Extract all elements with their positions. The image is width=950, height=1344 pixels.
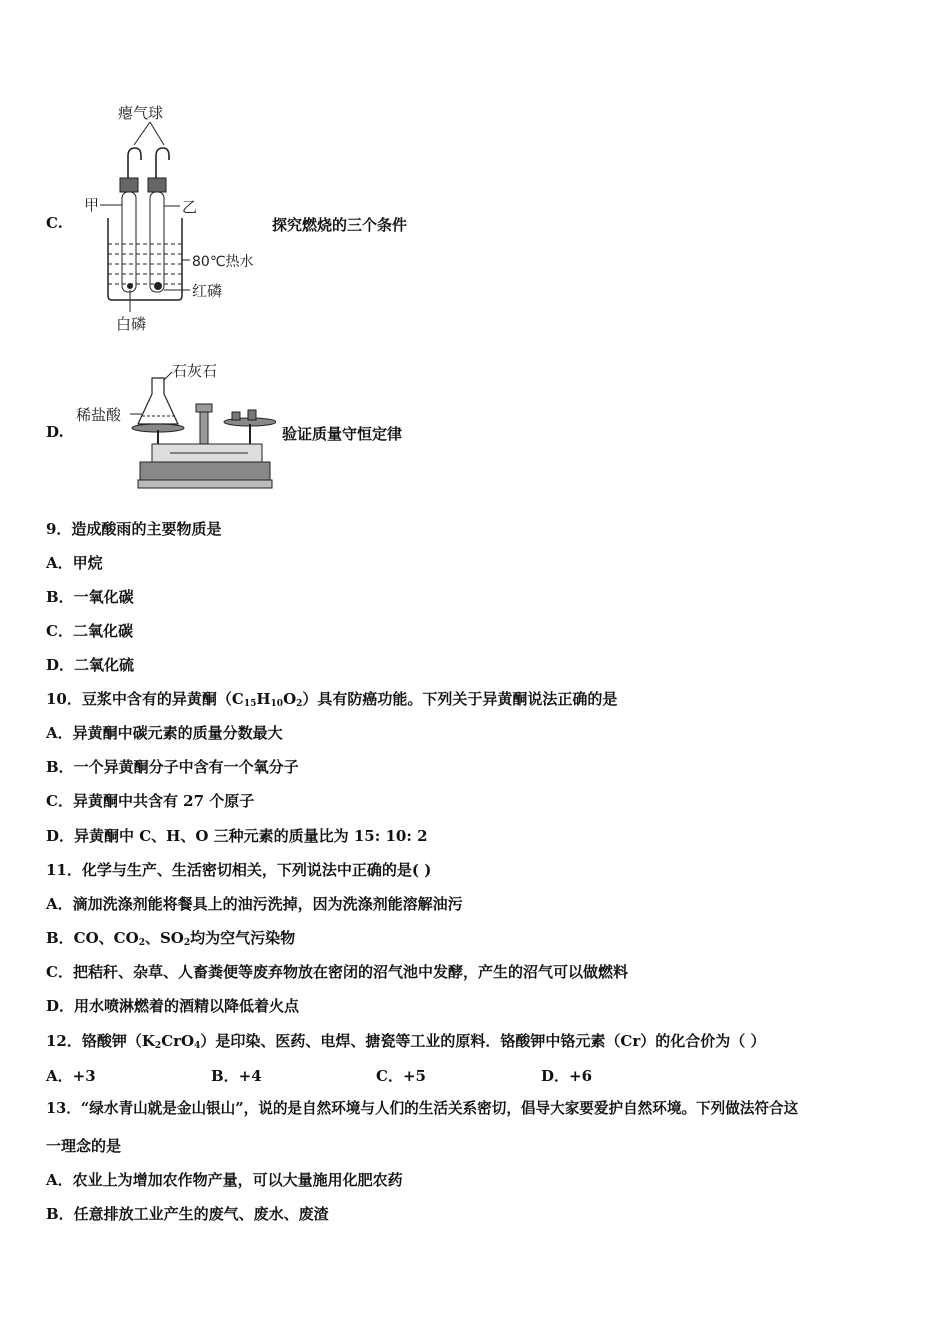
balance-base <box>138 480 272 488</box>
q10-option-c: C．异黄酮中共含有 27 个原子 <box>46 792 255 810</box>
white-phosphorus-label: 白磷 <box>116 315 147 333</box>
q13-stem-line2: 一理念的是 <box>46 1137 122 1155</box>
q11-stem: 11．化学与生产、生活密切相关，下列说法中正确的是( ) <box>46 861 432 879</box>
q9-option-a: A．甲烷 <box>46 554 103 572</box>
q11-option-a: A．滴加洗涤剂能将餐具上的油污洗掉，因为洗涤剂能溶解油污 <box>46 895 463 913</box>
test-tube-jia <box>122 192 136 292</box>
q13-option-a: A．农业上为增加农作物产量，可以大量施用化肥农药 <box>46 1171 403 1189</box>
q10-stem: 10．豆浆中含有的异黄酮$(C_{15}H_{10}O_2)$具有防癌功能。下列关于异黄酮说法正确的是 <box>46 690 618 709</box>
q12-option-b: B．+4 <box>211 1067 262 1085</box>
q12-option-d: D．+6 <box>541 1067 593 1085</box>
red-phosphorus-label: 红磷 <box>192 282 223 300</box>
limestone-label: 石灰石 <box>172 362 218 380</box>
q9-option-c: C．二氧化碳 <box>46 622 133 640</box>
balance-pillar <box>200 412 208 446</box>
option-d-caption: 验证质量守恒定律 <box>282 425 403 443</box>
option-c-letter: C. <box>46 214 63 232</box>
q9-option-b: B．一氧化碳 <box>46 588 134 606</box>
q10-option-d: D．异黄酮中 C、H、O 三种元素的质量比为 15: 10: 2 <box>46 827 428 845</box>
yi-label: 乙 <box>182 198 198 216</box>
jia-label: 甲 <box>84 196 100 214</box>
q13-option-b: B．任意排放工业产生的废气、废水、废渣 <box>46 1205 329 1223</box>
q12-option-c: C．+5 <box>376 1067 426 1085</box>
conical-flask <box>138 378 178 424</box>
q12-stem: 12．铬酸钾$(K_2CrO_4)$是印染、医药、电焊、搪瓷等工业的原料．铬酸钾中铬元素（Cr）的化合价为（ ） <box>46 1032 766 1051</box>
q11-option-c: C．把秸秆、杂草、人畜粪便等废弃物放在密闭的沼气池中发酵，产生的沼气可以做燃料 <box>46 963 628 981</box>
stopper-left <box>120 178 138 192</box>
q9-stem: 9．造成酸雨的主要物质是 <box>46 520 222 538</box>
mass-conservation-balance-figure <box>72 358 276 496</box>
hot-water-label: 80℃热水 <box>192 254 254 270</box>
q12-options-row <box>0 1065 950 1087</box>
q12-option-a: A．+3 <box>46 1067 96 1085</box>
balloon-label: 瘪气球 <box>118 104 164 122</box>
q10-option-a: A．异黄酮中碳元素的质量分数最大 <box>46 724 283 742</box>
option-c-caption: 探究燃烧的三个条件 <box>272 216 408 234</box>
q9-option-d: D．二氧化硫 <box>46 656 135 674</box>
option-d-letter: D. <box>46 423 64 441</box>
stopper-right <box>148 178 166 192</box>
acid-label: 稀盐酸 <box>76 406 122 424</box>
beaker <box>108 218 182 300</box>
combustion-apparatus-figure <box>78 100 268 336</box>
q13-stem-line1: 13．“绿水青山就是金山银山”，说的是自然环境与人们的生活关系密切，倡导大家要爱护自然环境。下列做法符合这 <box>46 1100 799 1117</box>
q10-option-b: B．一个异黄酮分子中含有一个氧分子 <box>46 758 299 776</box>
q11-option-d: D．用水喷淋燃着的酒精以降低着火点 <box>46 997 300 1015</box>
q11-option-b: B．CO、$CO_2$、$SO_2$均为空气污染物 <box>46 929 296 948</box>
test-tube-yi <box>150 192 164 292</box>
